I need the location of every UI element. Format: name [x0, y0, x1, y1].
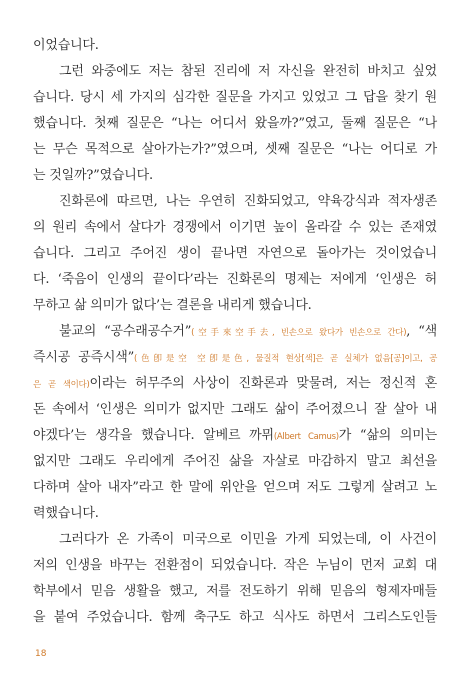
text-line: 그러다가 온 가족이 미국으로 이민을 가게 되었는데, 이 사건이	[59, 532, 437, 547]
line-text: 불교의 “공수래공수거”	[59, 324, 192, 339]
paragraph	[33, 527, 437, 631]
document-page	[33, 33, 437, 631]
paragraph	[33, 33, 437, 59]
name-annotation: (Albert Camus)	[273, 432, 339, 442]
text-line: 했습니다. 첫째 질문은 “나는 어디서 왔을까?”였고, 둘째 질문은 “나	[33, 116, 437, 131]
hanja-annotation: (空手來空手去, 빈손으로 왔다가 빈손으로 간다)	[191, 328, 407, 338]
text-line: 습니다. 그리고 주어진 생이 끝나면 자연으로 돌아가는 것이었습니	[33, 246, 437, 261]
text-line: 저의 인생을 바꾸는 전환점이 되었습니다. 작은 누님이 먼저 교회 대	[33, 558, 437, 573]
text-line: 을 붙여 주었습니다. 함께 축구도 하고 식사도 하면서 그리스도인들	[33, 610, 437, 625]
line-text: 야겠다’는 생각을 했습니다. 알베르 까뮈	[33, 428, 274, 443]
paragraph	[33, 189, 437, 319]
text-line: 력했습니다.	[33, 506, 99, 521]
hanja-annotation: (色卽是空 空卽是色, 물질적 현상[색]은 곧 실체가 없음[공]이고, 공	[134, 354, 437, 364]
line-text: 즉시공 공즉시색”	[33, 350, 135, 365]
text-line: 습니다. 당시 세 가지의 심각한 질문을 가지고 있었고 그 답을 찾기 원	[33, 90, 437, 105]
text-line: 돈 속에서 ‘인생은 의미가 없지만 그래도 삶이 주어졌으니 잘 살아 내	[33, 402, 437, 417]
text-line: 는 것일까?”였습니다.	[33, 168, 153, 183]
line-text: , “색	[406, 324, 437, 339]
paragraph	[33, 319, 437, 527]
page-number: 18	[35, 649, 47, 659]
text-line: 학부에서 믿음 생활을 했고, 저를 전도하기 위해 믿음의 형제자매들	[33, 584, 437, 599]
text-line	[33, 371, 437, 397]
text-line: 그런 와중에도 저는 참된 진리에 저 자신을 완전히 바치고 싶었	[59, 64, 437, 79]
text-line: 진화론에 따르면, 나는 우연히 진화되었고, 약육강식과 적자생존	[59, 194, 437, 209]
text-line: 다. ‘죽음이 인생의 끝이다’라는 진화론의 명제는 저에게 ‘인생은 허	[33, 272, 437, 287]
text-line: 의 원리 속에서 살다가 경쟁에서 이기면 높이 올라갈 수 있는 존재였	[33, 220, 437, 235]
text-line	[33, 423, 437, 449]
line-text: 이라는 허무주의 사상이 진화론과 맞물려, 저는 정신적 혼	[89, 376, 437, 391]
line-text: 가 “삶의 의미는	[338, 428, 437, 443]
paragraph	[33, 59, 437, 189]
text-line: 무하고 삶 의미가 없다’는 결론을 내리게 했습니다.	[33, 298, 312, 313]
hanja-annotation: 은 곧 색이다)	[33, 380, 90, 390]
text-line: 없지만 그래도 우리에게 주어진 삶을 자살로 마감하지 말고 최선을	[33, 454, 437, 469]
text-line: 는 무슨 목적으로 살아가는가?”였으며, 셋째 질문은 “나는 어디로 가	[33, 142, 437, 157]
text-line	[33, 319, 437, 345]
text-line	[33, 345, 437, 371]
text-line: 다하며 살아 내자”라고 한 말에 위안을 얻으며 저도 그렇게 살려고 노	[33, 480, 437, 495]
text-line: 이었습니다.	[33, 38, 99, 53]
